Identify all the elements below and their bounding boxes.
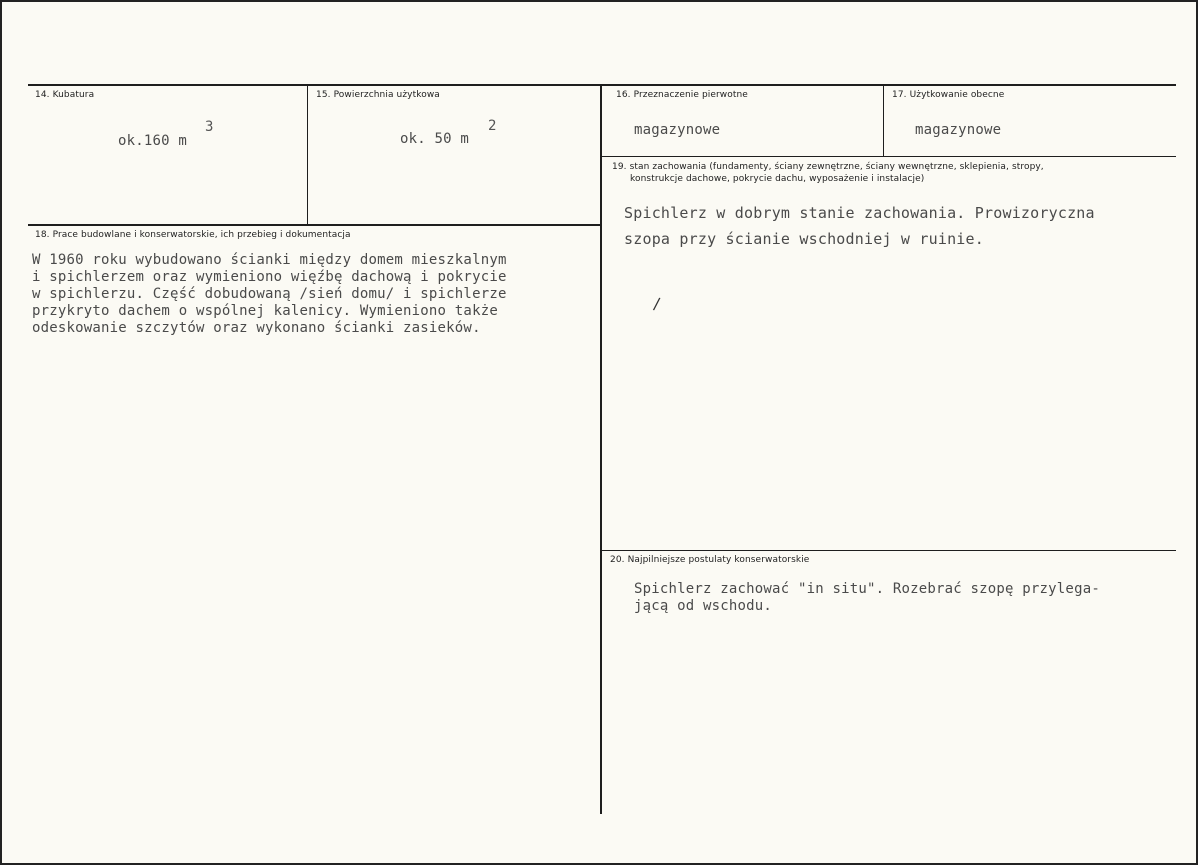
kubatura-unit-superscript: 3 — [205, 119, 214, 135]
center-divider — [600, 86, 602, 814]
uzytkowanie-value: magazynowe — [915, 122, 1002, 138]
top-rule — [28, 84, 1176, 86]
powierzchnia-value: ok. 50 m — [400, 131, 470, 147]
stan-label-line1: 19. stan zachowania (fundamenty, ściany zewnętrzne, ściany wewnętrzne, sklepienia, stropy, — [612, 162, 1044, 172]
rule-above-18 — [28, 224, 600, 226]
rule-above-19 — [602, 156, 1176, 157]
divider-16-17 — [883, 86, 884, 156]
prace-label: 18. Prace budowlane i konserwatorskie, ich przebieg i dokumentacja — [35, 230, 351, 240]
postulaty-text: Spichlerz zachować "in situ". Rozebrać szopę przylega- jącą od wschodu. — [634, 581, 1100, 614]
rule-above-20 — [602, 550, 1176, 551]
przeznaczenie-value: magazynowe — [634, 122, 721, 138]
kubatura-value: ok.160 m — [118, 133, 188, 149]
kubatura-label: 14. Kubatura — [35, 90, 95, 100]
powierzchnia-label: 15. Powierzchnia użytkowa — [316, 90, 440, 100]
przeznaczenie-label: 16. Przeznaczenie pierwotne — [616, 90, 748, 100]
pen-stroke-mark: / — [652, 293, 661, 314]
postulaty-label: 20. Najpilniejsze postulaty konserwatorskie — [610, 555, 810, 565]
divider-14-15 — [307, 86, 308, 224]
uzytkowanie-label: 17. Użytkowanie obecne — [892, 90, 1005, 100]
prace-text: W 1960 roku wybudowano ścianki między domem mieszkalnym i spichlerzem oraz wymieniono więźbę dachową i pokrycie w spichlerzu. Część dobudowaną /sień domu/ i spichlerze przykryto dachem o wspólnej kalenicy. Wymieniono także odeskowanie szczytów oraz wykonano ścianki zasieków. — [32, 252, 507, 336]
stan-text: Spichlerz w dobrym stanie zachowania. Prowizoryczna szopa przy ścianie wschodniej w ruinie. — [624, 204, 1095, 248]
powierzchnia-unit-superscript: 2 — [488, 118, 497, 134]
stan-label-line2: konstrukcje dachowe, pokrycie dachu, wyposażenie i instalacje) — [630, 174, 925, 184]
